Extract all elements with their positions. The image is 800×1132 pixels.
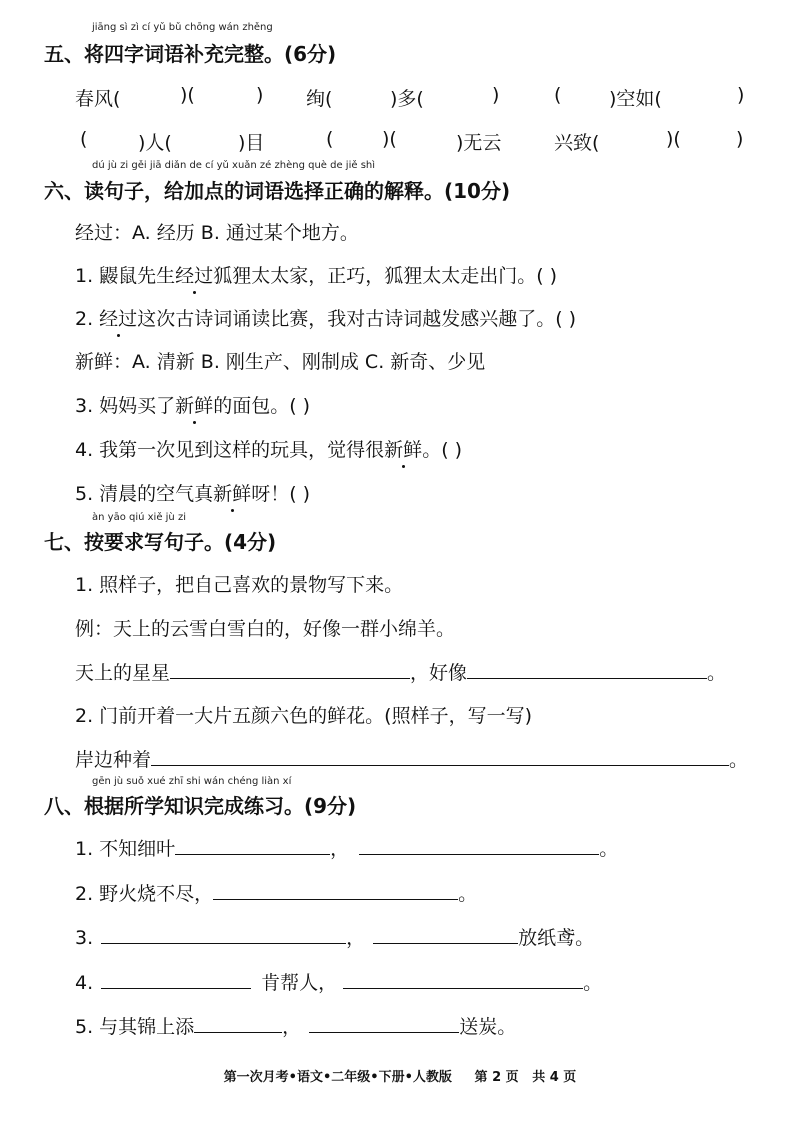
section-7-pinyin: àn yāo qiú xiě jù zi bbox=[92, 512, 186, 523]
s8-q4 bbox=[75, 968, 602, 995]
s8-q1-blank-1[interactable] bbox=[175, 853, 330, 855]
s8-q5 bbox=[75, 1012, 516, 1039]
s8-q4-end: 。 bbox=[583, 972, 603, 994]
s6-q2-marked: 经过 bbox=[99, 304, 137, 331]
s7-line1-start: 天上的星星 bbox=[75, 662, 171, 684]
s8-q4-blank-2[interactable] bbox=[343, 987, 583, 989]
s6-q4 bbox=[75, 435, 462, 462]
s7-line1-mid: ，好像 bbox=[410, 662, 468, 684]
s5-row2-c1: ( bbox=[80, 128, 88, 150]
s8-q2-end: 。 bbox=[458, 883, 478, 905]
s8-q5-blank-2[interactable] bbox=[309, 1031, 459, 1033]
s8-q1-mid: ， bbox=[330, 838, 350, 860]
s6-q5 bbox=[75, 479, 310, 506]
s8-q5-blank-1[interactable] bbox=[194, 1031, 282, 1033]
section-8-pinyin: gēn jù suǒ xué zhī shi wán chéng liàn xí bbox=[92, 776, 292, 787]
s7-line1-blank-2[interactable] bbox=[467, 677, 707, 679]
s5-row2-c6: )无云 bbox=[456, 132, 502, 154]
s5-row2-c8: )( bbox=[666, 128, 681, 150]
s5-row1-c3: ) bbox=[256, 84, 264, 106]
s5-row2-c2: )人( bbox=[138, 132, 172, 154]
s6-q3-post: 的面包。( ) bbox=[213, 395, 311, 417]
s7-line1-blank-1[interactable] bbox=[170, 677, 410, 679]
s8-q3-end: 放纸鸢。 bbox=[518, 927, 595, 949]
s6-q1-marked: 经过 bbox=[175, 261, 213, 288]
s8-q1 bbox=[75, 834, 618, 861]
s8-q5-end: 送炭。 bbox=[459, 1016, 517, 1038]
s5-row1-c8: )空如( bbox=[609, 88, 662, 110]
s5-row1-c1: 春风( bbox=[75, 88, 121, 110]
s5-row2-c9: ) bbox=[736, 128, 744, 150]
s8-q5-start: 5. 与其锦上添 bbox=[75, 1016, 195, 1038]
s5-row1-c6: ) bbox=[492, 84, 500, 106]
s6-q5-marked: 新鲜 bbox=[213, 479, 251, 506]
s8-q3-blank-2[interactable] bbox=[373, 942, 518, 944]
s7-line2 bbox=[75, 745, 748, 772]
s5-row1-c2: )( bbox=[180, 84, 195, 106]
s8-q3-start: 3. bbox=[75, 927, 94, 949]
s8-q3 bbox=[75, 923, 594, 950]
s7-line2-blank[interactable] bbox=[151, 764, 729, 766]
page-footer: 第一次月考•语文•二年级•下册•人教版 第 2 页 共 4 页 bbox=[223, 1070, 577, 1085]
s5-row1-c9: ) bbox=[737, 84, 745, 106]
s6-q5-pre: 5. 清晨的空气真 bbox=[75, 483, 214, 505]
s6-q1-pre: 1. 鼹鼠先生 bbox=[75, 265, 176, 287]
s6-q4-post: 。( ) bbox=[422, 439, 463, 461]
s8-q5-mid: ， bbox=[282, 1016, 302, 1038]
s7-line2-end: 。 bbox=[729, 749, 749, 771]
s6-q2 bbox=[75, 304, 576, 331]
s5-row1-c5: )多( bbox=[390, 88, 424, 110]
s7-example: 例：天上的云雪白雪白的，好像一群小绵羊。 bbox=[75, 618, 456, 640]
s7-q1: 1. 照样子，把自己喜欢的景物写下来。 bbox=[75, 574, 404, 596]
s6-q1 bbox=[75, 261, 557, 288]
s8-q4-start: 4. bbox=[75, 972, 94, 994]
section-6-heading: 六、读句子，给加点的词语选择正确的解释。(10分) bbox=[44, 179, 511, 203]
s6-q2-post: 这次古诗词诵读比赛，我对古诗词越发感兴趣了。( ) bbox=[137, 308, 577, 330]
s6-q3 bbox=[75, 391, 310, 418]
s6-q4-marked: 新鲜 bbox=[384, 435, 422, 462]
s8-q3-blank-1[interactable] bbox=[101, 942, 346, 944]
s5-row1-c7: ( bbox=[554, 84, 562, 106]
s5-row2-c5: )( bbox=[382, 128, 397, 150]
s6-def-jingguo: 经过：A. 经历 B. 通过某个地方。 bbox=[75, 222, 359, 244]
section-5-pinyin: jiāng sì zì cí yǔ bǔ chōng wán zhěng bbox=[92, 22, 273, 33]
s7-line1-end: 。 bbox=[707, 662, 727, 684]
s6-q2-pre: 2. bbox=[75, 308, 100, 330]
s8-q1-blank-2[interactable] bbox=[359, 853, 599, 855]
s5-row2-c3: )目 bbox=[238, 132, 265, 154]
section-6-pinyin: dú jù zi gěi jiā diǎn de cí yǔ xuǎn zé zhèng què de jiě shì bbox=[92, 160, 376, 171]
s8-q1-start: 1. 不知细叶 bbox=[75, 838, 176, 860]
s8-q4-blank-1[interactable] bbox=[101, 987, 251, 989]
s5-row2-c4: ( bbox=[326, 128, 334, 150]
section-5-heading: 五、将四字词语补充完整。(6分) bbox=[44, 42, 337, 66]
section-8-heading: 八、根据所学知识完成练习。(9分) bbox=[44, 794, 357, 818]
s6-q3-marked: 新鲜 bbox=[175, 391, 213, 418]
s5-row1-c4: 绚( bbox=[306, 88, 333, 110]
s6-q3-pre: 3. 妈妈买了 bbox=[75, 395, 176, 417]
s6-q5-post: 呀！( ) bbox=[251, 483, 311, 505]
s7-q2: 2. 门前开着一大片五颜六色的鲜花。(照样子，写一写) bbox=[75, 705, 532, 727]
s8-q2-start: 2. 野火烧不尽， bbox=[75, 883, 214, 905]
s6-def-xinxian: 新鲜：A. 清新 B. 刚生产、刚制成 C. 新奇、少见 bbox=[75, 351, 486, 373]
s7-line2-start: 岸边种着 bbox=[75, 749, 152, 771]
s8-q2-blank[interactable] bbox=[213, 898, 458, 900]
s8-q2 bbox=[75, 879, 477, 906]
s5-row2-c7: 兴致( bbox=[554, 132, 600, 154]
section-7-heading: 七、按要求写句子。(4分) bbox=[44, 530, 277, 554]
s6-q1-post: 狐狸太太家，正巧，狐狸太太走出门。( ) bbox=[213, 265, 558, 287]
s7-line1 bbox=[75, 658, 726, 685]
s8-q4-mid: 肯帮人， bbox=[261, 972, 338, 994]
s6-q4-pre: 4. 我第一次见到这样的玩具，觉得很 bbox=[75, 439, 385, 461]
s8-q3-mid: ， bbox=[346, 927, 366, 949]
s8-q1-end: 。 bbox=[599, 838, 619, 860]
